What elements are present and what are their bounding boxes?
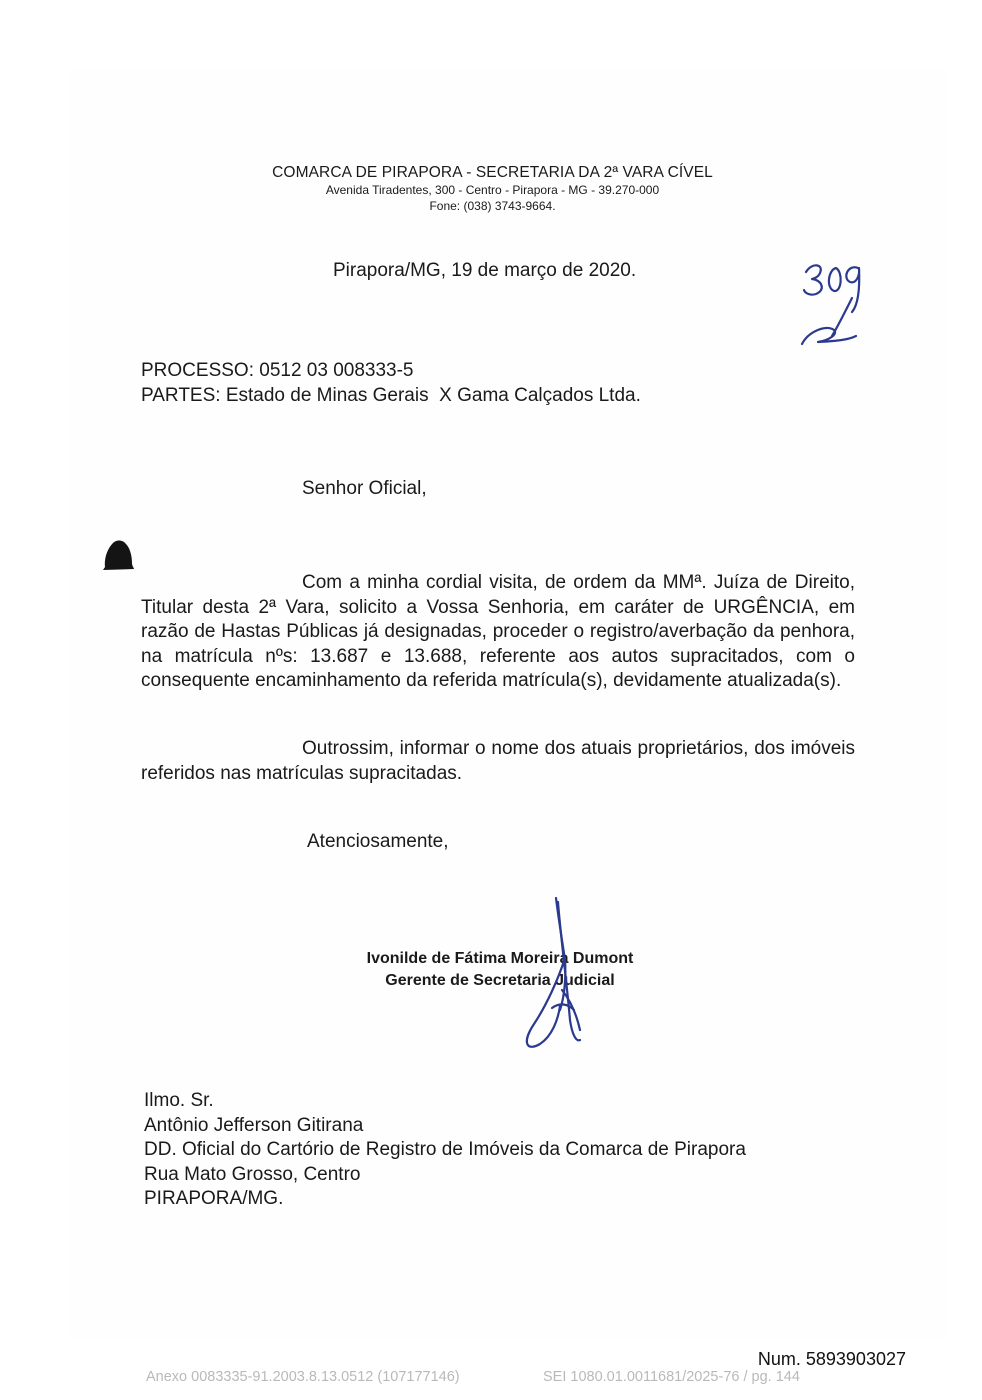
letterhead bbox=[140, 164, 845, 214]
annex-reference: Anexo 0083335-91.2003.8.13.0512 (107177146) bbox=[146, 1369, 460, 1385]
case-info bbox=[141, 358, 641, 408]
recipient-street: Rua Mato Grosso, Centro bbox=[144, 1163, 361, 1185]
process-number: PROCESSO: 0512 03 008333-5 bbox=[141, 360, 414, 381]
ink-blot-mark bbox=[101, 537, 135, 571]
body-paragraph-2: Outrossim, informar o nome dos atuais proprietários, dos imóveis referidos nas matrículas supracitadas. bbox=[141, 738, 855, 784]
recipient-city: PIRAPORA/MG. bbox=[144, 1188, 284, 1209]
recipient-block bbox=[144, 1089, 746, 1212]
court-name: COMARCA DE PIRAPORA - SECRETARIA DA 2ª VARA CÍVEL bbox=[272, 164, 713, 181]
signature-block bbox=[300, 948, 700, 992]
closing: Atenciosamente, bbox=[307, 831, 449, 852]
salutation: Senhor Oficial, bbox=[302, 478, 427, 499]
letter-date: Pirapora/MG, 19 de março de 2020. bbox=[333, 260, 637, 281]
recipient-position: DD. Oficial do Cartório de Registro de Imóveis da Comarca de Pirapora bbox=[144, 1139, 746, 1160]
body-paragraph-1: Com a minha cordial visita, de ordem da MMª. Juíza de Direito, Titular desta 2ª Vara, solicito a Vossa Senhoria, em caráter de URGÊNCIA, em razão de Hastas Públicas já designadas, proceder o registro/averbação da penhora, na matrícula nºs: 13.687 e 13.688, referente aos autos supracitados, com o consequente encaminhamento da referida matrícula(s), devidamente atualizada(s). bbox=[141, 572, 855, 691]
court-phone: Fone: (038) 3743-9664. bbox=[429, 199, 556, 213]
signer-name: Ivonilde de Fátima Moreira Dumont bbox=[366, 950, 634, 967]
signer-role: Gerente de Secretaria Judicial bbox=[385, 972, 615, 989]
document-number: Num. 5893903027 bbox=[757, 1349, 906, 1369]
court-address: Avenida Tiradentes, 300 - Centro - Pirapora - MG - 39.270-000 bbox=[325, 183, 660, 197]
recipient-title: Ilmo. Sr. bbox=[144, 1090, 214, 1111]
sei-reference: SEI 1080.01.0011681/2025-76 / pg. 144 bbox=[543, 1369, 800, 1385]
case-parties: PARTES: Estado de Minas Gerais X Gama Calçados Ltda. bbox=[141, 385, 641, 406]
recipient-name: Antônio Jefferson Gitirana bbox=[144, 1114, 364, 1136]
